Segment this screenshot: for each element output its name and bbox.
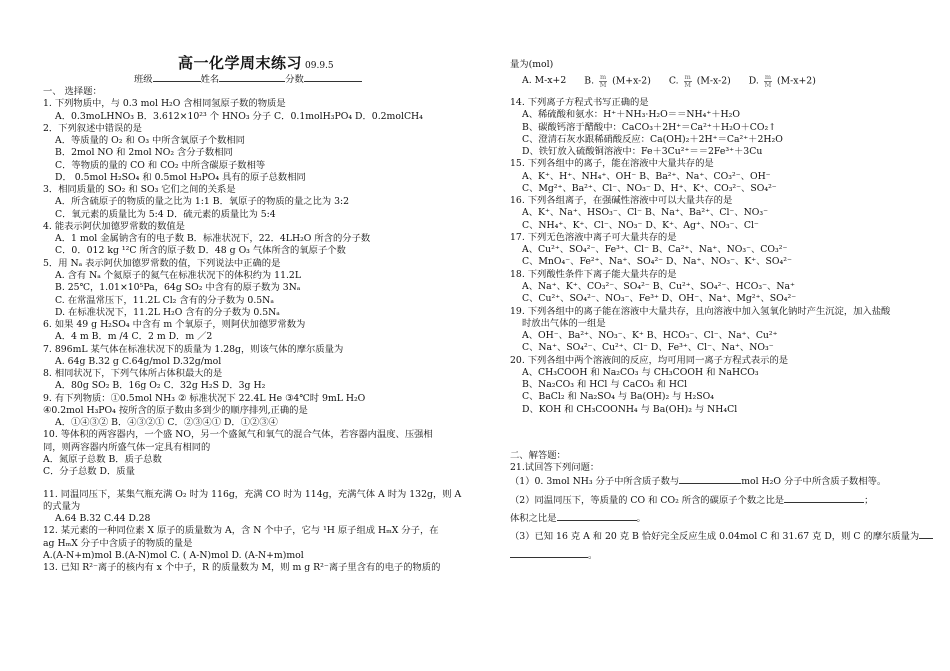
q21-part2	[510, 493, 920, 507]
option-line: A、K⁺、H⁺、NH₄⁺、OH⁻ B、Ba²⁺、Na⁺、CO₃²⁻、OH⁻	[522, 170, 771, 182]
option-line: A、稀硫酸和氨水：H⁺＋NH₃·H₂O＝＝NH₄⁺＋H₂O	[522, 109, 741, 121]
name-blank[interactable]	[219, 72, 285, 82]
option-line: A．等质量的 O₂ 和 O₃ 中所含氧原子个数相同	[55, 135, 245, 147]
q13-option-c-expr: (M-x-2)	[696, 75, 731, 87]
option-line: C、Mg²⁺、Ba²⁺、Cl⁻、NO₃⁻ D、H⁺、K⁺、CO₃²⁻、SO₄²⁻	[522, 182, 777, 194]
fraction-numerator: m	[684, 73, 691, 82]
question-line: 19. 下列各组中的离子能在溶液中大量共存，且向溶液中加入氢氧化钠时产生沉淀，加入盐酸	[510, 305, 891, 317]
question-line: A．氮原子总数 B．质子总数	[43, 453, 162, 465]
title-date: 09.9.5	[305, 61, 334, 71]
name-label: 姓名	[200, 74, 220, 85]
option-line: C. 在常温常压下，11.2L Cl₂ 含有的分子数为 0.5Nₐ	[55, 294, 274, 306]
q21-part2-text: （2）同温同压下，等质量的 CO 和 CO₂ 所含的碳原子个数之比是	[510, 494, 785, 506]
fraction-m-over-m	[599, 74, 607, 88]
question-line: 同，则两容器内所盛气体一定具有相同的	[43, 441, 211, 453]
question-line: 7. 896mL 某气体在标准状况下的质量为 1.28g，则该气体的摩尔质量为	[43, 343, 344, 355]
q13-continuation	[510, 59, 816, 88]
question-line: ④0.2mol H₃PO₄ 按所含的原子数由多到少的顺序排列,正确的是	[43, 404, 308, 416]
option-line: C、Cu²⁺、SO₄²⁻、NO₃⁻、Fe³⁺ D、OH⁻、Na⁺、Mg²⁺、SO₄²⁻	[522, 293, 797, 305]
option-line: A、Cu²⁺、SO₄²⁻、Fe³⁺、Cl⁻ B、Ca²⁺、Na⁺、NO₃⁻、CO₃²⁻	[522, 244, 788, 256]
question-line: 8. 相同状况下，下列气体所占体积最大的是	[43, 368, 223, 380]
option-line: C、Na⁺、SO₄²⁻、Cu²⁺、Cl⁻ D、Fe³⁺、Cl⁻、Na⁺、NO₃⁻	[522, 342, 774, 354]
question-line: 12. 某元素的一种同位素 X 原子的质量数为 A，含 N 个中子，它与 ¹H 原子组成 HₘX 分子，在	[43, 525, 439, 537]
question-line: C．分子总数 D．质量	[43, 466, 135, 478]
option-line: A、CH₃COOH 和 Na₂CO₃ 与 CH₃COOH 和 NaHCO₃	[522, 366, 759, 378]
student-info-line	[134, 72, 362, 86]
option-line: A．80g SO₂ B．16g O₂ C．32g H₂S D．3g H₂	[55, 380, 266, 392]
section1-heading: 一、 选择题：	[43, 86, 102, 97]
q13-option-d	[749, 74, 816, 88]
option-line: 时放出气体的一组是	[522, 317, 606, 329]
question-line: 18. 下列酸性条件下离子能大量共存的是	[510, 268, 677, 280]
question-line: 10. 等体积的两容器内，一个盛 NO，另一个盛氮气和氧气的混合气体，若容器内温度、压强相	[43, 429, 433, 441]
left-questions-11-13	[43, 488, 462, 575]
spacer	[43, 479, 443, 489]
q21-part1-blank[interactable]	[679, 474, 741, 484]
q21-part2-blank-2[interactable]	[557, 511, 637, 521]
q21-part2-blank-1[interactable]	[784, 493, 864, 503]
option-line: B．2mol NO 和 2mol NO₂ 含分子数相同	[55, 147, 233, 159]
option-line: C、NH₄⁺、K⁺、Cl⁻、NO₃⁻ D、K⁺、Ag⁺、NO₃⁻、Cl⁻	[522, 219, 759, 231]
question-line: 3．相同质量的 SO₂ 和 SO₃ 它们之间的关系是	[43, 184, 236, 196]
question-line: 11. 同温同压下，某集气瓶充满 O₂ 时为 116g，充满 CO 时为 114g，充满气体 A 时为 132g，则 A	[43, 488, 462, 500]
option-line: C、澄清石灰水跟稀硝酸反应：Ca(OH)₂＋2H⁺＝Ca²⁺＋2H₂O	[522, 133, 783, 145]
q21-part1-text: （1）0. 3mol NH₃ 分子中所含质子数与	[510, 476, 680, 488]
fraction-numerator: m	[600, 73, 607, 82]
option-line: A、Na⁺、K⁺、CO₃²⁻、SO₄²⁻ B、Cu²⁺、SO₄²⁻、HCO₃⁻、Na⁺	[522, 280, 795, 292]
option-line: A、K⁺、Na⁺、HSO₃⁻、Cl⁻ B、Na⁺、Ba²⁺、Cl⁻、NO₃⁻	[522, 207, 769, 219]
option-line: A.64 B.32 C.44 D.28	[55, 513, 151, 525]
option-line: C．0．012 kg ¹²C 所含的原子数 D．48 g O₃ 气体所含的氧原子个数	[55, 245, 346, 257]
score-label: 分数	[285, 74, 304, 85]
option-line: A、OH⁻、Ba²⁺、NO₃⁻、K⁺ B、HCO₃⁻、Cl⁻、Na⁺、Cu²⁺	[522, 330, 778, 342]
q13-option-c	[669, 74, 731, 88]
left-questions-1-10	[43, 98, 443, 478]
fraction-numerator: m	[764, 73, 771, 82]
left-column	[43, 86, 462, 574]
option-line: C．氧元素的质量比为 5:4 D．硫元素的质量比为 5:4	[55, 208, 276, 220]
section2-heading: 二、解答题：	[510, 449, 566, 461]
spacer	[510, 416, 920, 450]
option-line: A．4 m B．m /4 C．2 m D．m ／2	[55, 331, 213, 343]
question-line: 2．下列叙述中错误的是	[43, 122, 142, 134]
q13-option-d-label: D.	[748, 75, 759, 87]
fraction-denominator: M	[599, 80, 607, 89]
q13-option-b-label: B.	[584, 75, 595, 87]
q21-stem: 21.试回答下列问题：	[510, 462, 600, 474]
option-line: D. 在标准状况下，11.2L H₂O 含有的分子数为 0.5Nₐ	[55, 306, 280, 318]
q21-part3-blank-a[interactable]	[919, 529, 933, 539]
option-line: D、KOH 和 CH₃COONH₄ 与 Ba(OH)₂ 与 NH₄Cl	[522, 403, 738, 415]
option-line: A．所含硫原子的物质的量之比为 1:1 B．氧原子的物质的量之比为 3:2	[55, 196, 350, 208]
option-line: B、碳酸钙溶于醋酸中：CaCO₃＋2H⁺＝Ca²⁺＋H₂O＋CO₂↑	[522, 121, 777, 133]
question-line: ag HₘX 分子中含质子的物质的量是	[43, 537, 193, 549]
option-line: B. 25℃，1.01×10⁵Pa，64g SO₂ 中含有的原子数为 3Nₐ	[55, 282, 301, 294]
question-line: A.(A-N+m)mol B.(A-N)mol C. ( A-N)mol D. (A-N+m)mol	[43, 549, 304, 561]
q21-part3-end: 。	[588, 549, 598, 561]
question-line: 6. 如果 49 g H₂SO₄ 中含有 m 个氧原子，则阿伏加德罗常数为	[43, 319, 306, 331]
question-line: 17. 下列无色溶液中离子可大量共存的是	[510, 231, 677, 243]
q21-part1-text-end: mol H₂O 分子中所含质子数相等。	[741, 476, 887, 488]
option-line: D． 0.5mol H₂SO₄ 和 0.5mol H₃PO₄ 具有的原子总数相同	[55, 171, 306, 183]
option-line: C、MnO₄⁻、Fe²⁺、Na⁺、SO₄²⁻ D、Na⁺、NO₃⁻、K⁺、SO₄²⁻	[522, 256, 792, 268]
option-line: C．等物质的量的 CO 和 CO₂ 中所含碳原子数相等	[55, 159, 266, 171]
option-line: B、Na₂CO₃ 和 HCl 与 CaCO₃ 和 HCl	[522, 379, 688, 391]
page-title: 高一化学周末练习	[178, 54, 303, 72]
question-line: 16. 下列各组离子，在强碱性溶液中可以大量共存的是	[510, 195, 733, 207]
q21-part3	[510, 529, 920, 543]
score-blank[interactable]	[304, 72, 362, 82]
fraction-m-over-m	[764, 74, 772, 88]
question-line: 5．用 Nₐ 表示阿伏加德罗常数的值，下列说法中正确的是	[43, 257, 281, 269]
question-line: 9. 有下列物质：①0.5mol NH₃ ② 标准状况下 22.4L He ③4℃时 9mL H₂O	[43, 392, 366, 404]
q21-part3-blank-b[interactable]	[510, 548, 588, 558]
q13-option-d-expr: (M-x+2)	[776, 75, 816, 87]
option-line: A. 64g B.32 g C.64g/mol D.32g/mol	[55, 355, 222, 367]
q21-part2-end: 。	[636, 512, 646, 524]
q21-part1	[510, 474, 920, 488]
q13-options	[510, 74, 816, 88]
question-line: 1. 下列物质中，与 0.3 mol H₂O 含相同氢原子数的物质是	[43, 98, 286, 110]
option-line: C、BaCl₂ 和 Na₂SO₄ 与 Ba(OH)₂ 与 H₂SO₄	[522, 391, 714, 403]
question-line: 15. 下列各组中的离子，能在溶液中大量共存的是	[510, 158, 714, 170]
q13-cont-text: 量为(mol)	[510, 59, 554, 70]
q21-part2-sep: ；	[864, 494, 874, 506]
q13-option-c-label: C.	[668, 75, 679, 87]
q21-part3-text: （3）已知 16 克 A 和 20 克 B 恰好完全反应生成 0.04mol C 和 31.67 克 D，则 C 的摩尔质量为	[510, 531, 920, 543]
class-label: 班级	[134, 74, 153, 85]
section2	[510, 450, 920, 562]
option-line: A. 含有 Nₐ 个氦原子的氦气在标准状况下的体积约为 11.2L	[55, 269, 302, 281]
fraction-m-over-m	[684, 74, 692, 88]
q21-part2-line2	[510, 511, 920, 525]
fraction-denominator: M	[764, 80, 772, 89]
option-line: A．1 mol 金属钠含有的电子数 B．标准状况下，22．4LH₂O 所含的分子数	[55, 233, 371, 245]
q13-option-b-expr: (M+x-2)	[612, 75, 651, 87]
question-line: 14. 下列离子方程式书写正确的是	[510, 97, 649, 108]
question-line: 13. 已知 R²⁻离子的核内有 x 个中子，R 的质量数为 M，则 m g R²⁻离子里含有的电子的物质的	[43, 562, 441, 574]
option-line: A．①④③② B．④③②① C．②③④① D．①②③④	[55, 417, 278, 429]
right-questions-14-20	[510, 97, 920, 416]
page-title-block	[178, 54, 334, 74]
q21-part2-text-2: 体积之比是	[510, 512, 557, 524]
q21-part3-line2	[510, 548, 920, 562]
right-column	[510, 97, 920, 562]
option-line: D、铁钉放入硫酸铜溶液中：Fe＋3Cu²⁺＝＝2Fe³⁺＋3Cu	[522, 146, 763, 158]
option-line: A．0.3moLHNO₃ B．3.612×10²³ 个 HNO₃ 分子 C．0.1molH₃PO₄ D．0.2molCH₄	[55, 110, 423, 122]
fraction-denominator: M	[684, 80, 691, 89]
question-line: 20. 下列各组中两个溶液间的反应，均可用同一离子方程式表示的是	[510, 354, 789, 366]
question-line: 的式量为	[43, 500, 81, 512]
q13-option-a: A. M-x+2	[522, 75, 567, 87]
class-blank[interactable]	[153, 72, 201, 82]
q13-option-b	[584, 74, 651, 88]
question-line: 4. 能表示阿伏加德罗常数的数值是	[43, 220, 185, 232]
